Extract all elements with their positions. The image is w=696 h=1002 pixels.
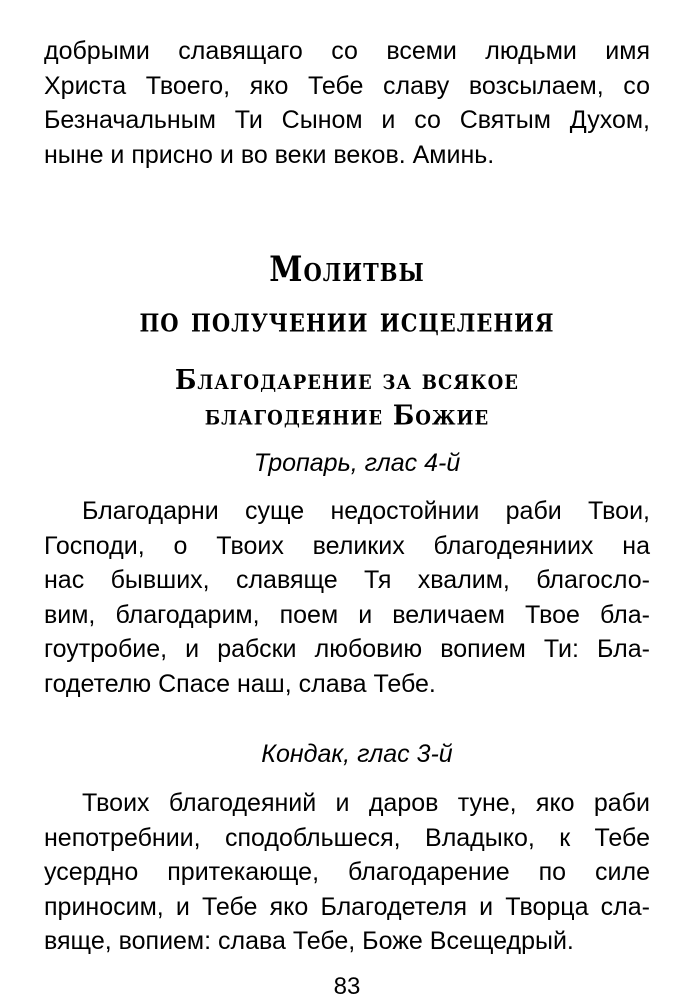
troparion-heading: Тропарь, глас 4-й [253,449,461,477]
text-line: вяще, вопием: слава Тебе, Боже Всещедрый. [44,927,574,955]
kontakion-heading: Кондак, глас 3-й [261,740,453,768]
section-title-line: по получении исцеления [139,300,555,341]
text-line: усердно притекающе, благодарение по силе [44,858,650,886]
text-line: Господи, о Твоих великих благодеяниих на [44,531,650,560]
text-line: Христа Твоего, яко Тебе славу возсылаем, со [44,71,650,100]
text-line: гоутробие, и рабски любовию вопием Ти: Бла- [44,635,650,663]
text-line: ныне и присно и во веки веков. Аминь. [44,140,495,169]
prayer-title [44,363,650,433]
text-line: непотребнии, сподобльшеся, Владыко, к Тебе [44,823,650,852]
prayer-title-line: Благодарение за всякое [175,363,519,396]
text-line: Благодарни суще недостойнии раби Твои, [82,497,650,525]
page-number: 83 [333,973,361,1000]
section-title [44,245,650,346]
troparion-paragraph [44,494,650,701]
kontakion-paragraph [44,786,650,959]
text-line: Безначальным Ти Сыном и со Святым Духом, [44,106,650,134]
text-line: вим, благодарим, поем и величаем Твое бла- [44,600,650,629]
prayer-title-line: благодеяние Божие [204,399,490,431]
text-line: годетелю Спасе наш, слава Тебе. [44,669,436,698]
text-line: приносим, и Тебе яко Благодетеля и Творца сла- [44,892,650,921]
continuation-paragraph [44,34,650,172]
text-line: нас бывших, славяще Тя хвалим, благосло- [44,566,650,594]
text-line: Твоих благодеяний и даров туне, яко раби [82,789,650,817]
book-page [44,34,650,1000]
section-title-line: Молитвы [269,250,425,291]
text-line: добрыми славящаго со всеми людьми имя [44,37,650,65]
